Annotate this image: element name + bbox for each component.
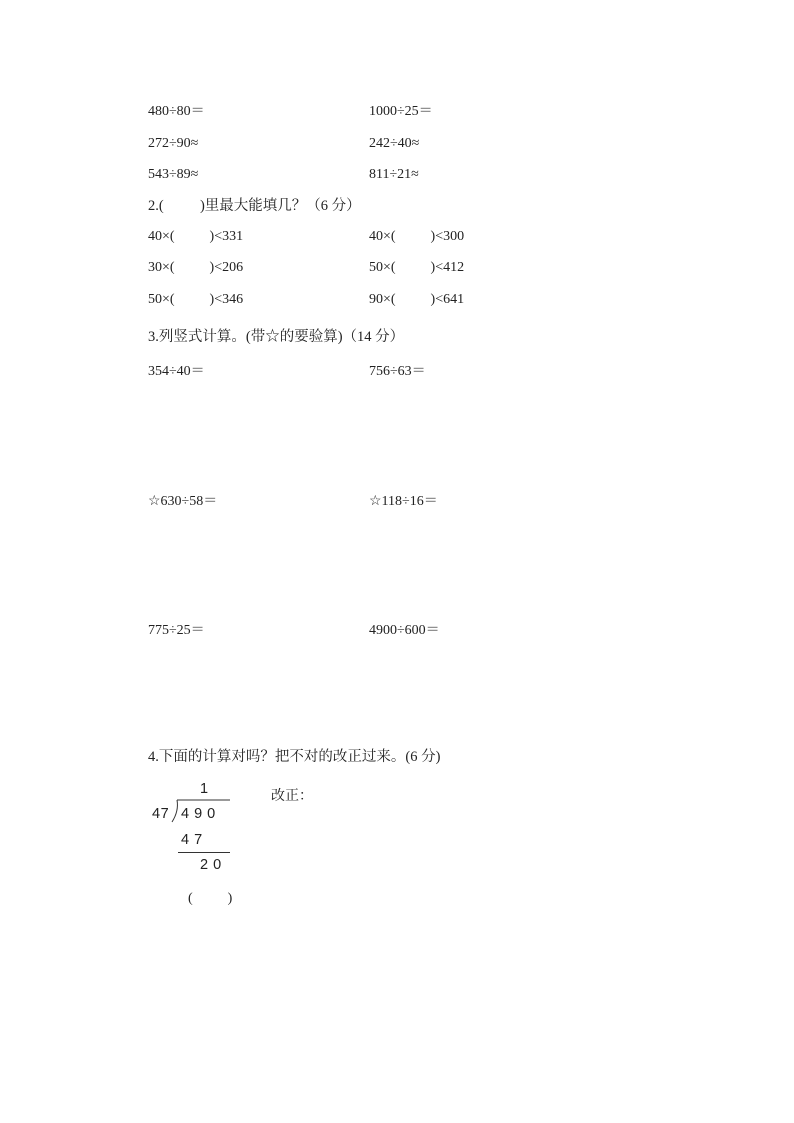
judgement-blank[interactable]: ( ) — [188, 891, 233, 906]
oral-calc-2-left: 272÷90≈ — [148, 136, 199, 151]
oral-calc-2-right: 242÷40≈ — [369, 136, 420, 151]
correction-label: 改正： — [271, 789, 313, 804]
vertical-calc-1-right: 756÷63＝ — [369, 364, 426, 379]
division-product: 4 7 — [181, 832, 203, 848]
vertical-calc-3-left: 775÷25＝ — [148, 623, 205, 638]
fill-blank-1-right: 40×( )<300 — [369, 229, 465, 244]
section-4-heading: 4.下面的计算对吗？把不对的改正过来。(6 分) — [148, 749, 441, 765]
oral-calc-1-right: 1000÷25＝ — [369, 104, 433, 119]
oral-calc-1-left: 480÷80＝ — [148, 104, 205, 119]
division-quotient: 1 — [200, 781, 209, 797]
fill-blank-2-right: 50×( )<412 — [369, 260, 465, 275]
division-divisor: 47 — [152, 806, 170, 822]
vertical-calc-3-right: 4900÷600＝ — [369, 623, 440, 638]
fill-blank-1-left: 40×( )<331 — [148, 229, 244, 244]
oral-calc-3-right: 811÷21≈ — [369, 167, 419, 182]
section-3-heading: 3.列竖式计算。(带☆的要验算)（14 分） — [148, 329, 405, 345]
vertical-calc-2-left: ☆630÷58＝ — [148, 494, 218, 509]
fill-blank-2-left: 30×( )<206 — [148, 260, 244, 275]
fill-blank-3-right: 90×( )<641 — [369, 292, 465, 307]
oral-calc-3-left: 543÷89≈ — [148, 167, 199, 182]
vertical-calc-2-right: ☆118÷16＝ — [369, 494, 438, 509]
division-subtract-line — [178, 852, 230, 853]
division-remainder: 2 0 — [200, 857, 222, 873]
division-dividend: 4 9 0 — [181, 806, 216, 822]
vertical-calc-1-left: 354÷40＝ — [148, 364, 205, 379]
section-2-heading: 2.( )里最大能填几？（6 分） — [148, 198, 361, 214]
fill-blank-3-left: 50×( )<346 — [148, 292, 244, 307]
